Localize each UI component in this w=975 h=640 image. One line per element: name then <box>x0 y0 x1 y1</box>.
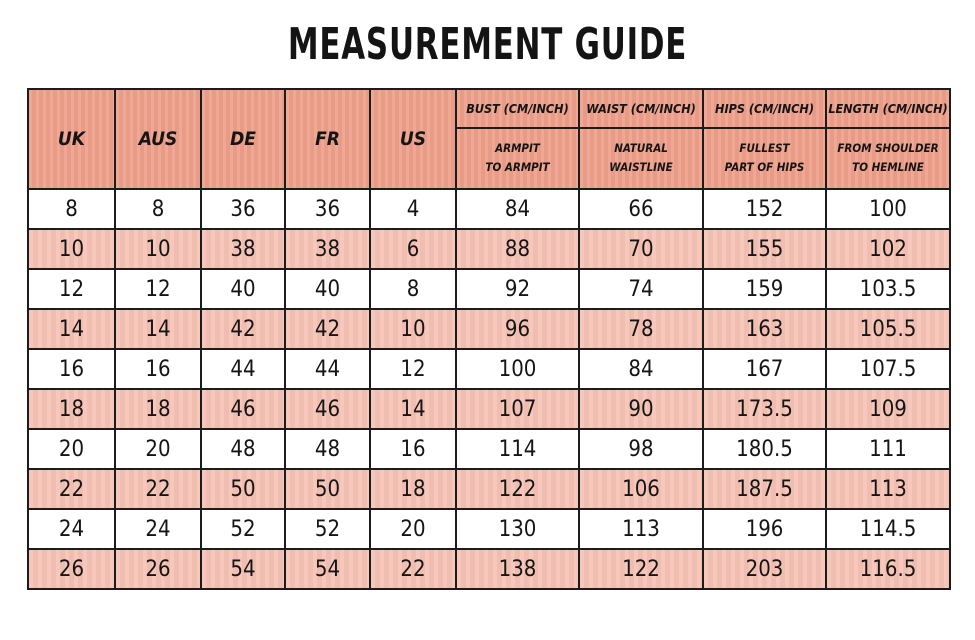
subheader-hips-line1: FULLEST <box>739 141 790 156</box>
table-cell: 14 <box>370 389 456 429</box>
table-cell: 66 <box>579 189 703 229</box>
table-row <box>28 429 950 469</box>
table-cell: 10 <box>28 229 115 269</box>
table-cell: 12 <box>370 349 456 389</box>
table-cell: 8 <box>115 189 201 229</box>
subheader-length-line2: TO HEMLINE <box>852 160 924 175</box>
table-cell: 22 <box>370 549 456 589</box>
table-cell: 78 <box>579 309 703 349</box>
measurement-table <box>27 88 951 590</box>
table-cell: 167 <box>703 349 826 389</box>
table-cell: 40 <box>285 269 370 309</box>
table-row <box>28 549 950 589</box>
header-bust: BUST (CM/INCH) <box>456 89 579 128</box>
table-cell: 16 <box>115 349 201 389</box>
subheader-length <box>826 128 950 189</box>
table-cell: 8 <box>28 189 115 229</box>
table-header <box>28 89 950 189</box>
table-cell: 52 <box>285 509 370 549</box>
table-cell: 187.5 <box>703 469 826 509</box>
table-cell: 42 <box>285 309 370 349</box>
table-cell: 52 <box>201 509 285 549</box>
table-cell: 84 <box>456 189 579 229</box>
table-cell: 84 <box>579 349 703 389</box>
table-cell: 18 <box>115 389 201 429</box>
table-cell: 74 <box>579 269 703 309</box>
table-cell: 8 <box>370 269 456 309</box>
table-cell: 106 <box>579 469 703 509</box>
subheader-waist <box>579 128 703 189</box>
table-cell: 12 <box>115 269 201 309</box>
table-cell: 24 <box>115 509 201 549</box>
table-cell: 122 <box>456 469 579 509</box>
table-cell: 109 <box>826 389 950 429</box>
table-cell: 50 <box>201 469 285 509</box>
subheader-bust-line1: ARMPIT <box>495 141 540 156</box>
table-cell: 20 <box>28 429 115 469</box>
table-cell: 10 <box>115 229 201 269</box>
header-length: LENGTH (CM/INCH) <box>826 89 950 128</box>
table-body <box>28 189 950 589</box>
table-cell: 88 <box>456 229 579 269</box>
subheader-bust-line2: TO ARMPIT <box>485 160 550 175</box>
table-cell: 107.5 <box>826 349 950 389</box>
table-cell: 6 <box>370 229 456 269</box>
table-cell: 36 <box>285 189 370 229</box>
table-cell: 70 <box>579 229 703 269</box>
table-cell: 18 <box>370 469 456 509</box>
table-cell: 14 <box>28 309 115 349</box>
table-cell: 100 <box>826 189 950 229</box>
table-cell: 90 <box>579 389 703 429</box>
header-us: US <box>370 89 456 189</box>
table-cell: 54 <box>201 549 285 589</box>
table-cell: 138 <box>456 549 579 589</box>
table-cell: 4 <box>370 189 456 229</box>
subheader-bust <box>456 128 579 189</box>
table-row <box>28 189 950 229</box>
subheader-length-line1: FROM SHOULDER <box>837 141 939 156</box>
header-fr: FR <box>285 89 370 189</box>
table-cell: 12 <box>28 269 115 309</box>
subheader-hips-line2: PART OF HIPS <box>724 160 805 175</box>
subheader-waist-line1: NATURAL <box>614 141 668 156</box>
header-uk: UK <box>28 89 115 189</box>
table-cell: 116.5 <box>826 549 950 589</box>
table-cell: 98 <box>579 429 703 469</box>
table-cell: 114.5 <box>826 509 950 549</box>
header-aus: AUS <box>115 89 201 189</box>
table-cell: 10 <box>370 309 456 349</box>
table-cell: 22 <box>28 469 115 509</box>
table-cell: 155 <box>703 229 826 269</box>
table-cell: 24 <box>28 509 115 549</box>
table-cell: 26 <box>28 549 115 589</box>
table-cell: 44 <box>285 349 370 389</box>
table-cell: 20 <box>370 509 456 549</box>
table-cell: 113 <box>579 509 703 549</box>
table-cell: 92 <box>456 269 579 309</box>
table-cell: 14 <box>115 309 201 349</box>
table-row <box>28 469 950 509</box>
header-hips: HIPS (CM/INCH) <box>703 89 826 128</box>
table-cell: 122 <box>579 549 703 589</box>
table-cell: 113 <box>826 469 950 509</box>
table-cell: 46 <box>285 389 370 429</box>
table-cell: 163 <box>703 309 826 349</box>
table-row <box>28 269 950 309</box>
table-cell: 96 <box>456 309 579 349</box>
table-cell: 152 <box>703 189 826 229</box>
table-cell: 48 <box>285 429 370 469</box>
page-title: MEASUREMENT GUIDE <box>287 19 688 70</box>
table-cell: 203 <box>703 549 826 589</box>
table-cell: 38 <box>285 229 370 269</box>
table-cell: 38 <box>201 229 285 269</box>
table-cell: 44 <box>201 349 285 389</box>
table-cell: 50 <box>285 469 370 509</box>
table-row <box>28 389 950 429</box>
table-cell: 20 <box>115 429 201 469</box>
table-cell: 16 <box>28 349 115 389</box>
header-de: DE <box>201 89 285 189</box>
table-cell: 42 <box>201 309 285 349</box>
subheader-waist-line2: WAISTLINE <box>609 160 673 175</box>
table-cell: 159 <box>703 269 826 309</box>
table-cell: 114 <box>456 429 579 469</box>
table-row <box>28 229 950 269</box>
table-cell: 173.5 <box>703 389 826 429</box>
table-cell: 102 <box>826 229 950 269</box>
table-row <box>28 349 950 389</box>
table-cell: 26 <box>115 549 201 589</box>
table-row <box>28 509 950 549</box>
table-cell: 22 <box>115 469 201 509</box>
table-cell: 196 <box>703 509 826 549</box>
table-cell: 40 <box>201 269 285 309</box>
table-cell: 16 <box>370 429 456 469</box>
table-cell: 111 <box>826 429 950 469</box>
table-cell: 36 <box>201 189 285 229</box>
table-cell: 18 <box>28 389 115 429</box>
table-cell: 180.5 <box>703 429 826 469</box>
table-cell: 130 <box>456 509 579 549</box>
table-cell: 105.5 <box>826 309 950 349</box>
header-waist: WAIST (CM/INCH) <box>579 89 703 128</box>
subheader-hips <box>703 128 826 189</box>
table-cell: 107 <box>456 389 579 429</box>
table-cell: 100 <box>456 349 579 389</box>
table-cell: 46 <box>201 389 285 429</box>
table-cell: 48 <box>201 429 285 469</box>
table-cell: 54 <box>285 549 370 589</box>
table-row <box>28 309 950 349</box>
table-cell: 103.5 <box>826 269 950 309</box>
